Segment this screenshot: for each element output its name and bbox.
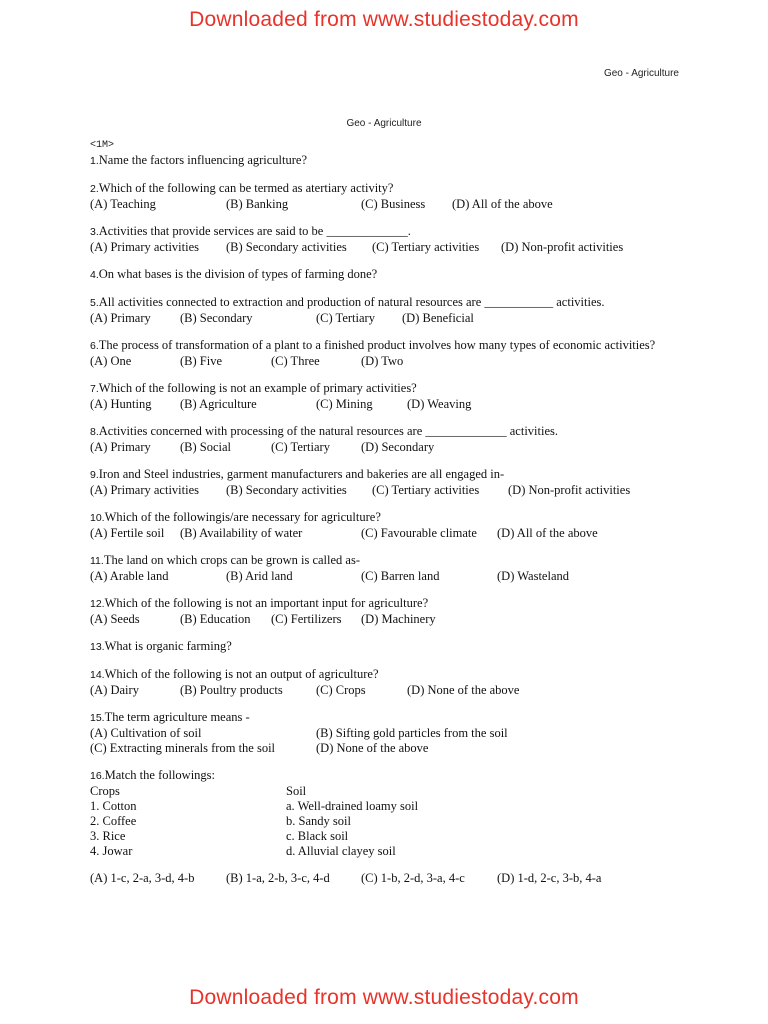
question-4: 4.On what bases is the division of types of farming done? <box>90 267 378 281</box>
options-row-1 <box>90 726 680 741</box>
option-a: (A) Teaching <box>90 197 156 211</box>
option-c: (C) Tertiary activities <box>372 240 480 254</box>
page-title: Geo - Agriculture <box>346 118 422 129</box>
running-header: Geo - Agriculture <box>603 68 679 79</box>
option-c: (C) Three <box>271 354 320 368</box>
match-row: 4. Jowar d. Alluvial clayey soil <box>90 844 396 858</box>
option-a: (A) Primary <box>90 311 151 325</box>
option-a: (A) Dairy <box>90 683 139 697</box>
option-c: (C) Crops <box>316 683 366 697</box>
option-c: (C) Barren land <box>361 569 440 583</box>
options <box>90 569 680 584</box>
option-b: (B) Availability of water <box>180 526 303 540</box>
option-b: (B) 1-a, 2-b, 3-c, 4-d <box>226 871 330 885</box>
option-a: (A) Fertile soil <box>90 526 165 540</box>
option-b: (B) Agriculture <box>180 397 257 411</box>
option-d: (D) Secondary <box>361 440 435 454</box>
options <box>90 612 680 627</box>
options-row-2 <box>90 741 680 756</box>
soil-header: Soil <box>286 784 307 798</box>
option-d: (D) 1-d, 2-c, 3-b, 4-a <box>497 871 602 885</box>
option-a: (A) Primary activities <box>90 483 199 497</box>
option-d: (D) None of the above <box>316 741 429 755</box>
option-d: (D) Beneficial <box>402 311 474 325</box>
options <box>90 354 680 369</box>
option-d: (D) Non-profit activities <box>501 240 624 254</box>
option-b: (B) Secondary <box>180 311 253 325</box>
option-a: (A) 1-c, 2-a, 3-d, 4-b <box>90 871 195 885</box>
option-a: (A) Primary activities <box>90 240 199 254</box>
question-9: 9.Iron and Steel industries, garment manufacturers and bakeries are all engaged in- (A) Primary activities (B) Secondary activities (C) Tertiary activities (D) Non-profit activities <box>90 467 680 498</box>
options <box>90 483 680 498</box>
options <box>90 526 680 541</box>
option-c: (C) 1-b, 2-d, 3-a, 4-c <box>361 871 465 885</box>
option-b: (B) Education <box>180 612 251 626</box>
option-a: (A) Primary <box>90 440 151 454</box>
option-d: (D) All of the above <box>497 526 598 540</box>
options <box>90 240 680 255</box>
option-a: (A) Arable land <box>90 569 169 583</box>
option-d: (D) Weaving <box>407 397 472 411</box>
question-10: 10.Which of the followingis/are necessary for agriculture? (A) Fertile soil (B) Availability of water (C) Favourable climate (D) All of the above <box>90 510 680 541</box>
question-5: 5.All activities connected to extraction and production of natural resources are ___________ activities. (A) Primary (B) Secondary (C) Tertiary (D) Beneficial <box>90 295 680 326</box>
option-c: (C) Tertiary activities <box>372 483 480 497</box>
option-c: (C) Mining <box>316 397 373 411</box>
options <box>90 311 680 326</box>
match-row: 3. Rice c. Black soil <box>90 829 349 843</box>
match-row: 1. Cotton a. Well-drained loamy soil <box>90 799 419 813</box>
option-b: (B) Social <box>180 440 232 454</box>
download-banner-bottom[interactable]: Downloaded from www.studiestoday.com <box>189 986 579 1009</box>
question-6: 6.The process of transformation of a plant to a finished product involves how many types of economic activities? (A) One (B) Five (C) Three (D) Two <box>90 338 680 369</box>
option-b: (B) Poultry products <box>180 683 283 697</box>
question-8: 8.Activities concerned with processing of the natural resources are _____________ activities. (A) Primary (B) Social (C) Tertiary (D) Secondary <box>90 424 680 455</box>
option-b: (B) Arid land <box>226 569 293 583</box>
option-a: (A) Hunting <box>90 397 152 411</box>
option-d: (D) All of the above <box>452 197 553 211</box>
question-14: 14.Which of the following is not an output of agriculture? (A) Dairy (B) Poultry products (C) Crops (D) None of the above <box>90 667 680 698</box>
options <box>90 440 680 455</box>
question-2: 2.Which of the following can be termed as atertiary activity? (A) Teaching (B) Banking (C) Business (D) All of the above <box>90 181 680 212</box>
option-b: (B) Five <box>180 354 223 368</box>
option-a: (A) Seeds <box>90 612 140 626</box>
question-15: 15.The term agriculture means - (A) Cultivation of soil (B) Sifting gold particles from the soil (C) Extracting minerals from the soil (D) None of the above <box>90 710 680 756</box>
match-header-row <box>90 784 680 799</box>
option-b: (B) Banking <box>226 197 289 211</box>
option-c: (C) Business <box>361 197 426 211</box>
option-c: (C) Extracting minerals from the soil <box>90 741 276 755</box>
question-list <box>90 153 680 898</box>
options <box>90 197 680 212</box>
download-banner-top[interactable]: Downloaded from www.studiestoday.com <box>189 8 579 31</box>
option-d: (D) Non-profit activities <box>508 483 631 497</box>
option-d: (D) Two <box>361 354 404 368</box>
options <box>90 683 680 698</box>
question-3: 3.Activities that provide services are said to be _____________. (A) Primary activities (B) Secondary activities (C) Tertiary activities (D) Non-profit activities <box>90 224 680 255</box>
options <box>90 397 680 412</box>
option-a: (A) Cultivation of soil <box>90 726 202 740</box>
match-table <box>90 784 680 859</box>
option-d: (D) Wasteland <box>497 569 570 583</box>
option-c: (C) Tertiary <box>271 440 330 454</box>
option-c: (C) Favourable climate <box>361 526 477 540</box>
option-a: (A) One <box>90 354 132 368</box>
question-12: 12.Which of the following is not an important input for agriculture? (A) Seeds (B) Education (C) Fertilizers (D) Machinery <box>90 596 680 627</box>
match-row: 2. Coffee b. Sandy soil <box>90 814 351 828</box>
option-b: (B) Secondary activities <box>226 483 347 497</box>
question-13: 13.What is organic farming? <box>90 639 232 653</box>
option-c: (C) Tertiary <box>316 311 375 325</box>
option-c: (C) Fertilizers <box>271 612 342 626</box>
crops-header: Crops <box>90 784 120 798</box>
question-7: 7.Which of the following is not an example of primary activities? (A) Hunting (B) Agriculture (C) Mining (D) Weaving <box>90 381 680 412</box>
option-d: (D) Machinery <box>361 612 436 626</box>
question-1: 1.Name the factors influencing agriculture? <box>90 153 308 167</box>
option-d: (D) None of the above <box>407 683 520 697</box>
option-b: (B) Sifting gold particles from the soil <box>316 726 508 740</box>
marks-label: <1M> <box>90 140 115 151</box>
match-answer-options <box>90 871 680 886</box>
option-b: (B) Secondary activities <box>226 240 347 254</box>
question-16: 16.Match the followings: Crops Soil 1. Cotton a. Well-drained loamy soil 2. Coffee b. Sandy soil 3. Rice c. Black soil 4. Jowar d. Alluvial clayey soil (A) 1-c, 2-a, 3-d, 4-b (B) 1-a, 2-b, 3-c, 4-d (C) 1-b, 2-d, 3-a, 4-c (D) 1-d, 2-c, 3-b, 4-a <box>90 768 680 886</box>
question-11: 11.The land on which crops can be grown is called as- (A) Arable land (B) Arid land (C) Barren land (D) Wasteland <box>90 553 680 584</box>
